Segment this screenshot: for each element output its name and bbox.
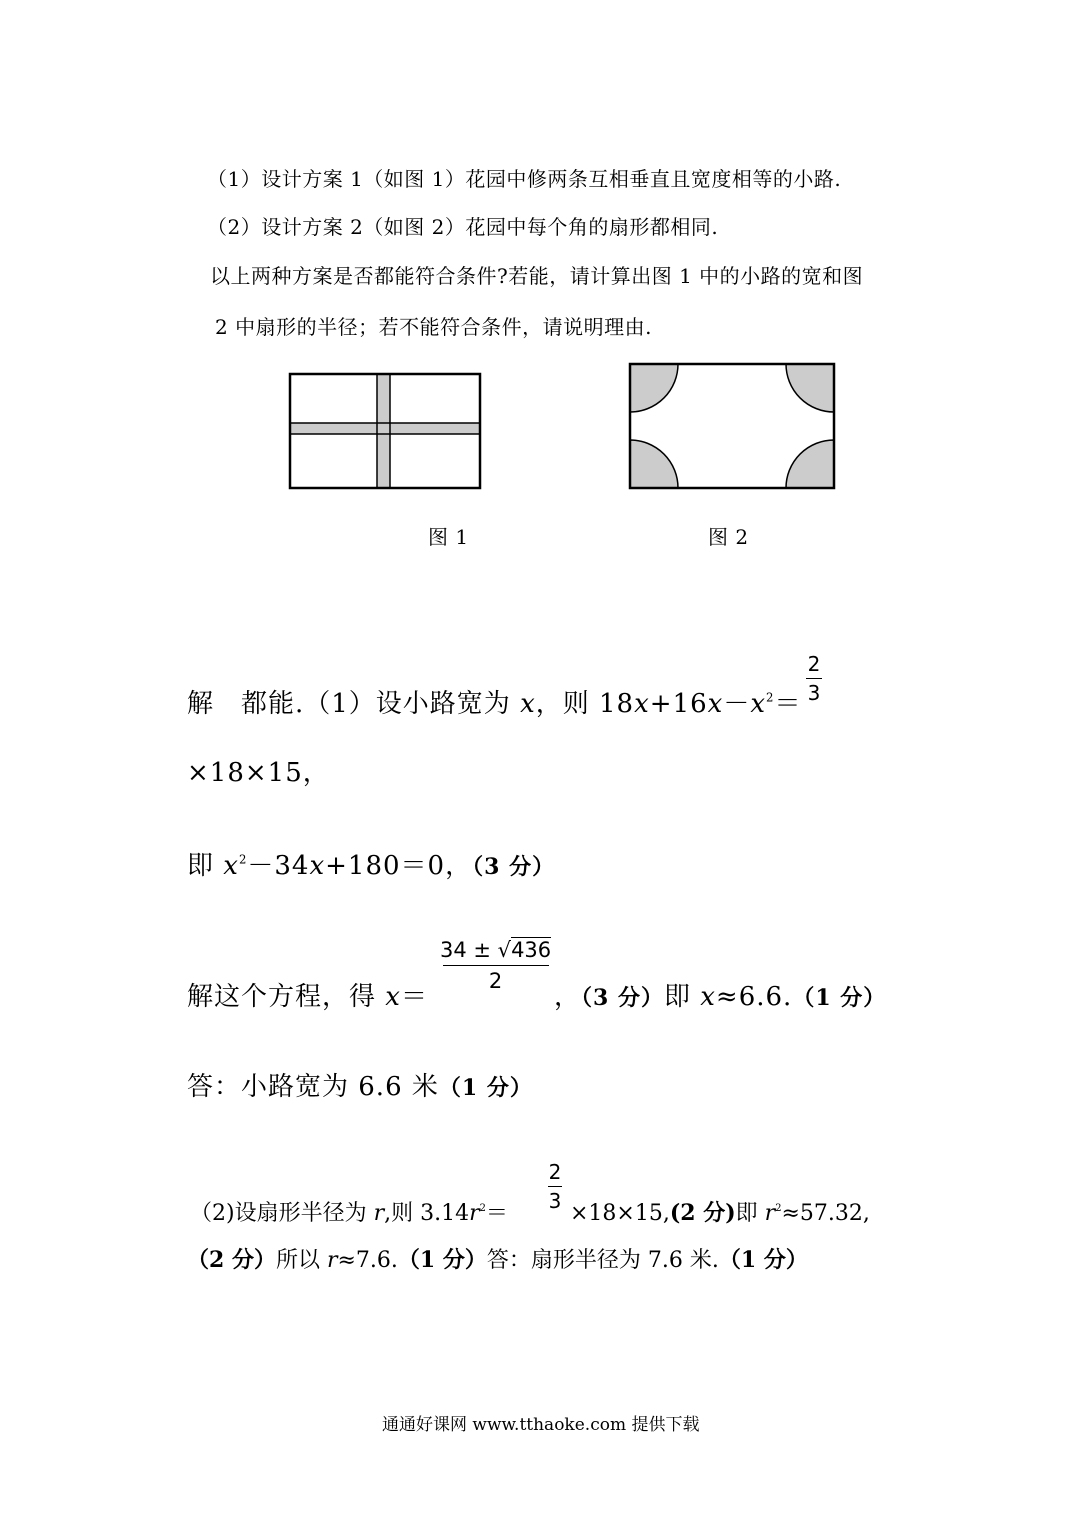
question-line-4: 2 中扇形的半径；若不能符合条件，请说明理由. [215, 315, 652, 339]
var-x: x [385, 982, 401, 1012]
var-x: x [520, 689, 536, 719]
var-x: x [707, 689, 724, 719]
figure-1-caption: 图 1 [428, 525, 469, 549]
fraction-denominator: 2 [488, 969, 503, 993]
fraction-bar [548, 1186, 562, 1187]
solution-line-6-right [570, 1196, 870, 1227]
question-line-1: （1）设计方案 1（如图 1）花园中修两条互相垂直且宽度相等的小路. [207, 167, 842, 191]
fraction-denominator: 3 [548, 1189, 562, 1213]
sol-text: －34 [247, 851, 310, 881]
var-r: r [373, 1201, 385, 1226]
sol-text: 即 [735, 1201, 765, 1226]
equals-sign: ＝ [400, 982, 428, 1012]
fraction-denominator: 3 [807, 681, 821, 705]
exponent: 2 [238, 852, 248, 867]
sol-text: +16 [649, 689, 708, 719]
score-badge: （1 分） [792, 985, 887, 1011]
sol-text: 即 [663, 982, 701, 1012]
fraction-two-thirds [806, 652, 822, 705]
sol-text: 解 都能.（1）设小路宽为 [187, 689, 521, 719]
var-x: x [750, 689, 767, 719]
fraction-quadratic-root [440, 938, 551, 993]
fig2-sector-bottom-right [786, 440, 834, 488]
var-r: r [469, 1201, 480, 1226]
fraction-bar [443, 965, 549, 966]
solution-line-1 [187, 683, 801, 720]
sol-text: ， [554, 982, 582, 1012]
question-line-3: 以上两种方案是否都能符合条件?若能，请计算出图 1 中的小路的宽和图 [210, 264, 864, 288]
solution-line-3 [187, 845, 555, 882]
score-badge: （1 分） [397, 1247, 487, 1273]
exponent: 2 [766, 690, 775, 705]
solution-line-2: ×18×15， [187, 758, 330, 788]
sol-text: 答：扇形半径为 7.6 米. [486, 1248, 719, 1273]
fraction-numerator: 2 [548, 1160, 562, 1184]
score-badge: （3 分） [472, 854, 556, 880]
equals-sign: ＝ [774, 689, 802, 719]
var-x: x [700, 982, 716, 1012]
sol-text: 解这个方程，得 [187, 982, 386, 1012]
var-x: x [223, 851, 239, 881]
figure-2-diagram [628, 362, 836, 490]
sol-text: 即 [187, 851, 224, 881]
sol-text: 所以 [275, 1248, 327, 1273]
sol-text: ≈7.6. [337, 1248, 398, 1273]
sqrt-symbol: √ [497, 938, 512, 962]
fraction-numerator [440, 938, 551, 962]
solution-line-5 [187, 1066, 533, 1103]
sol-text: ，则 18 [535, 689, 635, 719]
fig1-horizontal-path [290, 423, 480, 434]
sol-text: ,则 3.14 [384, 1201, 470, 1226]
fig2-sector-bottom-left [630, 440, 678, 488]
equals-sign: ＝ [485, 1201, 508, 1226]
solution-line-4-left [187, 976, 428, 1013]
exponent: 2 [775, 1203, 782, 1215]
score-badge: （1 分） [438, 1075, 533, 1101]
sol-text: 答：小路宽为 6.6 米 [187, 1072, 439, 1102]
score-badge: (2 分) [669, 1200, 736, 1226]
fraction-two-thirds-2 [548, 1160, 562, 1213]
radicand: 436 [511, 938, 552, 962]
figure-1-diagram [288, 372, 482, 490]
score-badge: （3 分） [581, 985, 664, 1011]
score-badge: （2 分） [187, 1247, 276, 1273]
var-r: r [764, 1201, 776, 1226]
sol-text: ×18×15, [570, 1201, 670, 1226]
footer-text: 通通好课网 www.tthaoke.com 提供下载 [382, 1415, 700, 1435]
sol-text: ≈6.6. [715, 982, 793, 1012]
question-line-2: （2）设计方案 2（如图 2）花园中每个角的扇形都相同. [207, 215, 719, 239]
sol-text: （2)设扇形半径为 [190, 1201, 374, 1226]
fraction-numerator: 2 [807, 652, 821, 676]
sol-text: ≈57.32, [781, 1201, 870, 1226]
fig2-sector-top-left [630, 364, 678, 412]
solution-line-4-right [554, 976, 886, 1013]
fraction-bar [806, 678, 822, 679]
score-badge: （1 分） [718, 1247, 808, 1273]
solution-line-7 [187, 1243, 808, 1274]
sol-text: － [723, 689, 751, 719]
sol-text: 34 ± [440, 938, 498, 962]
fig2-sector-top-right [786, 364, 834, 412]
var-r: r [326, 1248, 338, 1273]
solution-line-6-left [190, 1196, 508, 1227]
var-x: x [309, 851, 326, 881]
var-x: x [634, 689, 650, 719]
exponent: 2 [479, 1203, 486, 1215]
sol-text: +180＝0， [325, 851, 473, 881]
figure-2-caption: 图 2 [708, 525, 749, 549]
